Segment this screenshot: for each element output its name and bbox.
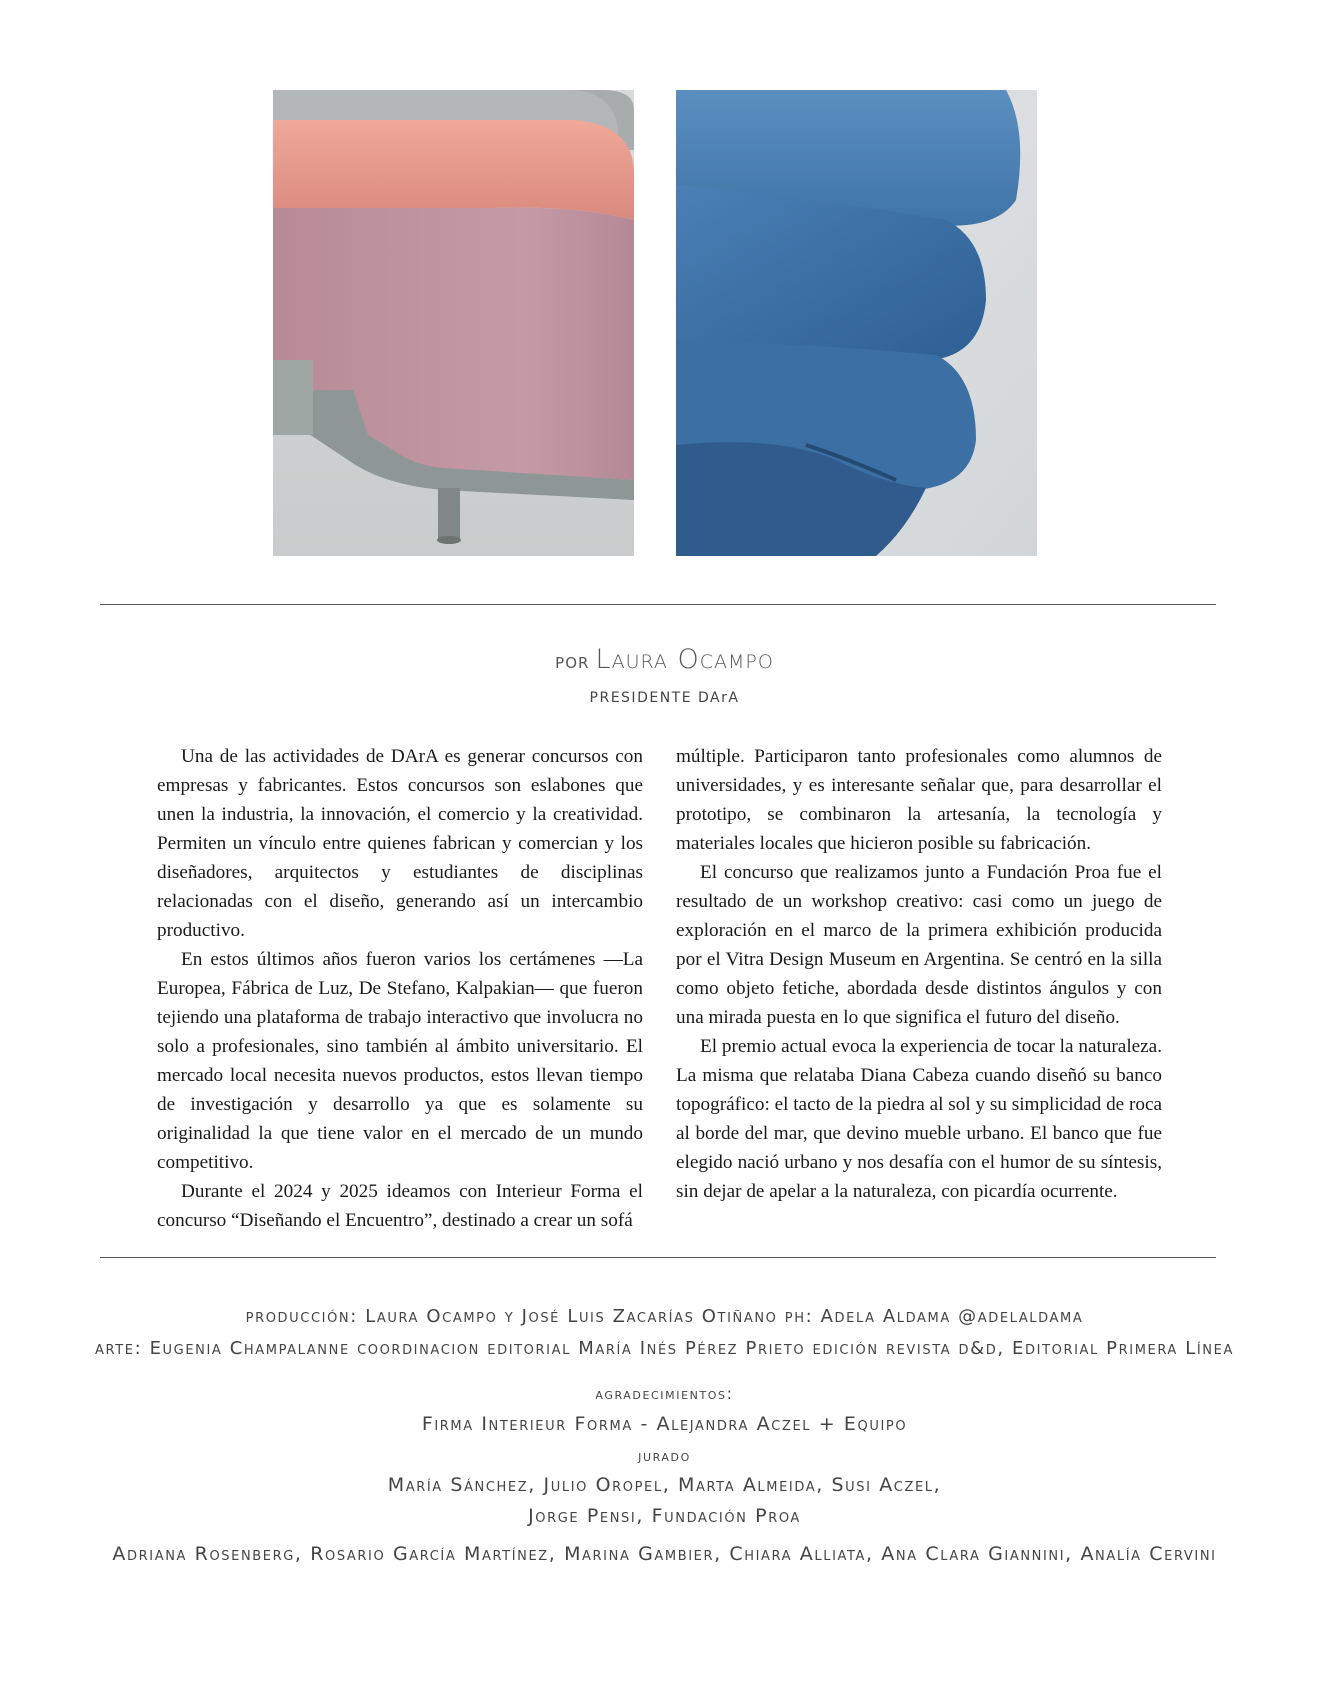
thanks-text: Firma Interieur Forma - Alejandra Aczel + Equipo (421, 1413, 908, 1435)
article-column-left (157, 742, 643, 1235)
article-column-right (676, 742, 1162, 1206)
ottoman-illustration (273, 90, 634, 556)
ottoman-detail-photo (273, 90, 634, 556)
thanks-label: agradecimientos: (595, 1384, 734, 1403)
jury-line-1: María Sánchez, Julio Oropel, Marta Almeida, Susi Aczel, (387, 1474, 942, 1496)
article-paragraph: Una de las actividades de DArA es generar concursos con empresas y fabricantes. Estos concursos son eslabones que unen la industria, la innovación, el comercio y la creatividad. Permiten un vínculo entre quienes fabrican y comercian y los diseñadores, arquitectos y estudiantes de disciplinas relacionadas con el diseño, generando así un intercambio productivo. (157, 746, 643, 941)
article-paragraph-continuation: múltiple. Participaron tanto profesionales como alumnos de universidades, y es interesante señalar que, para desarrollar el prototipo, se combinaron la artesanía, la tecnología y materiales locales que hicieron posible su fabricación. (676, 746, 1162, 854)
article-paragraph: En estos últimos años fueron varios los certámenes —La Europea, Fábrica de Luz, De Stefano, Kalpakian— que fueron tejiendo una plataforma de trabajo interactivo que involucra no solo a profesionales, sino también al ámbito universitario. El mercado local necesita nuevos productos, estos llevan tiempo de investigación y desarrollo ya que es solamente su originalidad la que tiene valor en el mercado de un mundo competitivo. (157, 949, 643, 1173)
credits-production: producción: Laura Ocampo y José Luis Zacarías Otiñano ph: Adela Aldama @adelaldama (245, 1306, 1084, 1327)
author-role: PRESIDENTE DArA (589, 690, 740, 706)
top-divider (100, 604, 1216, 605)
sofa-cushion-photo (676, 90, 1037, 556)
sofa-illustration (676, 90, 1037, 556)
jury-label: jurado (638, 1446, 691, 1465)
article-paragraph: El premio actual evoca la experiencia de tocar la naturaleza. La misma que relataba Diana Cabeza cuando diseñó su banco topográfico: el tacto de la piedra al sol y su simplicidad de roca al borde del mar, que devino mueble urbano. El banco que fue elegido nació urbano y nos desafía con el humor de su síntesis, sin dejar de apelar a la naturaleza, con picardía ocurrente. (676, 1036, 1162, 1202)
credits-art: arte: Eugenia Champalanne coordinacion editorial María Inés Pérez Prieto edición revista d&d, Editorial Primera Línea (95, 1338, 1234, 1359)
jury-line-3: Adriana Rosenberg, Rosario García Martínez, Marina Gambier, Chiara Alliata, Ana Clara Giannini, Analía Cervini (112, 1543, 1217, 1565)
byline (0, 644, 1329, 675)
byline-author: Laura Ocampo (595, 644, 774, 675)
byline-por: por (555, 649, 590, 673)
jury-line-2: Jorge Pensi, Fundación Proa (528, 1505, 801, 1527)
bottom-divider (100, 1257, 1216, 1258)
article-paragraph: Durante el 2024 y 2025 ideamos con Interieur Forma el concurso “Diseñando el Encuentro”, destinado a crear un sofá (157, 1181, 643, 1231)
article-paragraph: El concurso que realizamos junto a Fundación Proa fue el resultado de un workshop creativo: casi como un juego de exploración en el marco de la primera exhibición producida por el Vitra Design Museum en Argentina. Se centró en la silla como objeto fetiche, abordada desde distintos ángulos y con una mirada puesta en lo que significa el futuro del diseño. (676, 862, 1162, 1028)
